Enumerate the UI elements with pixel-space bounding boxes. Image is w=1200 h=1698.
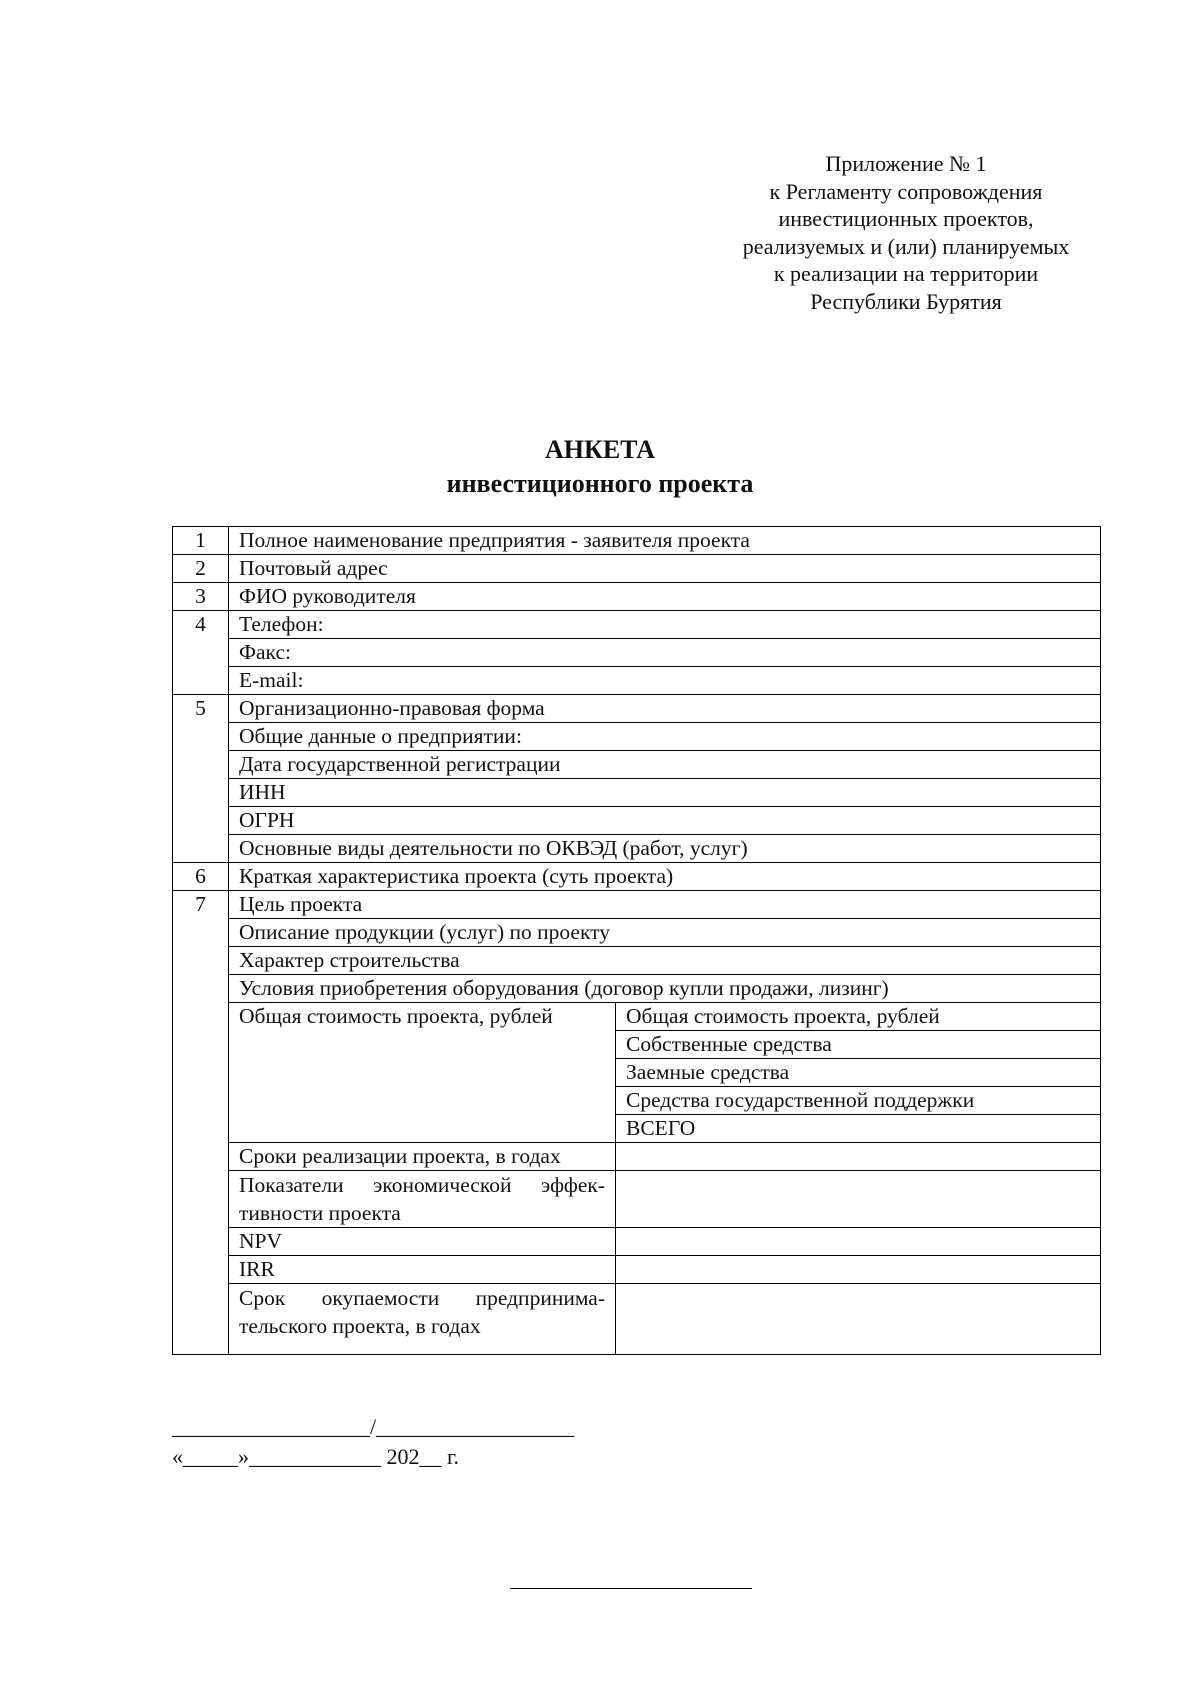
- total-cost-label: Общая стоимость проекта, рублей: [229, 1003, 616, 1143]
- row-number: 7: [173, 891, 229, 1355]
- table-row: [173, 1256, 1101, 1284]
- row-number: 6: [173, 863, 229, 891]
- appendix-line: Республики Бурятия: [810, 288, 1002, 314]
- table-row: [173, 583, 1101, 611]
- efficiency-label: Показатели экономической эффек-тивности проекта: [229, 1171, 616, 1228]
- implementation-terms-value[interactable]: [616, 1143, 1101, 1171]
- appendix-line: Приложение № 1: [825, 151, 987, 176]
- table-row: [173, 723, 1101, 751]
- total-cost-field[interactable]: Общая стоимость проекта, рублей: [616, 1003, 1101, 1031]
- registration-date-field[interactable]: Дата государственной регистрации: [229, 751, 1101, 779]
- table-row: [173, 527, 1101, 555]
- table-row: [173, 1143, 1101, 1171]
- project-summary-field[interactable]: Краткая характеристика проекта (суть проекта): [229, 863, 1101, 891]
- row-number: 3: [173, 583, 229, 611]
- document-subtitle: инвестиционного проекта: [446, 469, 754, 498]
- products-description-field[interactable]: Описание продукции (услуг) по проекту: [229, 919, 1101, 947]
- legal-form-field[interactable]: Организационно-правовая форма: [229, 695, 1101, 723]
- borrowed-funds-field[interactable]: Заемные средства: [616, 1059, 1101, 1087]
- state-support-field[interactable]: Средства государственной поддержки: [616, 1087, 1101, 1115]
- okved-field[interactable]: Основные виды деятельности по ОКВЭД (работ, услуг): [229, 835, 1101, 863]
- postal-address-field[interactable]: Почтовый адрес: [229, 555, 1101, 583]
- table-row: [173, 1284, 1101, 1355]
- inn-field[interactable]: ИНН: [229, 779, 1101, 807]
- payback-value[interactable]: [616, 1284, 1101, 1355]
- irr-label: IRR: [229, 1256, 616, 1284]
- table-row: [173, 667, 1101, 695]
- table-row: [173, 555, 1101, 583]
- table-row: [173, 751, 1101, 779]
- total-field[interactable]: ВСЕГО: [616, 1115, 1101, 1143]
- row-number: 1: [173, 527, 229, 555]
- phone-field[interactable]: Телефон:: [229, 611, 1101, 639]
- director-name-field[interactable]: ФИО руководителя: [229, 583, 1101, 611]
- table-row: [173, 863, 1101, 891]
- appendix-line: к Регламенту сопровождения: [769, 178, 1043, 204]
- npv-value[interactable]: [616, 1228, 1101, 1256]
- table-row: [173, 695, 1101, 723]
- row-number: 4: [173, 611, 229, 695]
- table-row: [173, 1228, 1101, 1256]
- table-row: [173, 639, 1101, 667]
- questionnaire-table: [172, 526, 1101, 1355]
- row-number: 5: [173, 695, 229, 863]
- implementation-terms-label: Сроки реализации проекта, в годах: [229, 1143, 616, 1171]
- signature-line[interactable]: __________________/__________________: [172, 1414, 575, 1439]
- table-row: [173, 919, 1101, 947]
- table-row: [173, 1003, 1101, 1031]
- payback-label: Срок окупаемости предпринима-тельского проекта, в годах: [229, 1284, 616, 1355]
- efficiency-value[interactable]: [616, 1171, 1101, 1228]
- appendix-line: инвестиционных проектов,: [778, 206, 1034, 231]
- table-row: [173, 947, 1101, 975]
- appendix-note: [700, 150, 1112, 315]
- table-row: [173, 779, 1101, 807]
- ogrn-field[interactable]: ОГРН: [229, 807, 1101, 835]
- row-number: 2: [173, 555, 229, 583]
- date-line[interactable]: «_____»____________ 202__ г.: [172, 1444, 460, 1469]
- email-field[interactable]: E-mail:: [229, 667, 1101, 695]
- table-row: [173, 807, 1101, 835]
- appendix-line: к реализации на территории: [773, 261, 1039, 286]
- bottom-divider: [510, 1588, 752, 1589]
- table-row: [173, 891, 1101, 919]
- equipment-terms-field[interactable]: Условия приобретения оборудования (договор купли продажи, лизинг): [229, 975, 1101, 1003]
- table-row: [173, 975, 1101, 1003]
- table-row: [173, 1171, 1101, 1228]
- company-name-field[interactable]: Полное наименование предприятия - заявителя проекта: [229, 527, 1101, 555]
- construction-type-field[interactable]: Характер строительства: [229, 947, 1101, 975]
- appendix-line: реализуемых и (или) планируемых: [742, 233, 1070, 259]
- fax-field[interactable]: Факс:: [229, 639, 1101, 667]
- project-goal-field[interactable]: Цель проекта: [229, 891, 1101, 919]
- table-row: [173, 611, 1101, 639]
- general-data-field[interactable]: Общие данные о предприятии:: [229, 723, 1101, 751]
- table-row: [173, 835, 1101, 863]
- own-funds-field[interactable]: Собственные средства: [616, 1031, 1101, 1059]
- npv-label: NPV: [229, 1228, 616, 1256]
- document-title: АНКЕТА: [544, 435, 656, 464]
- irr-value[interactable]: [616, 1256, 1101, 1284]
